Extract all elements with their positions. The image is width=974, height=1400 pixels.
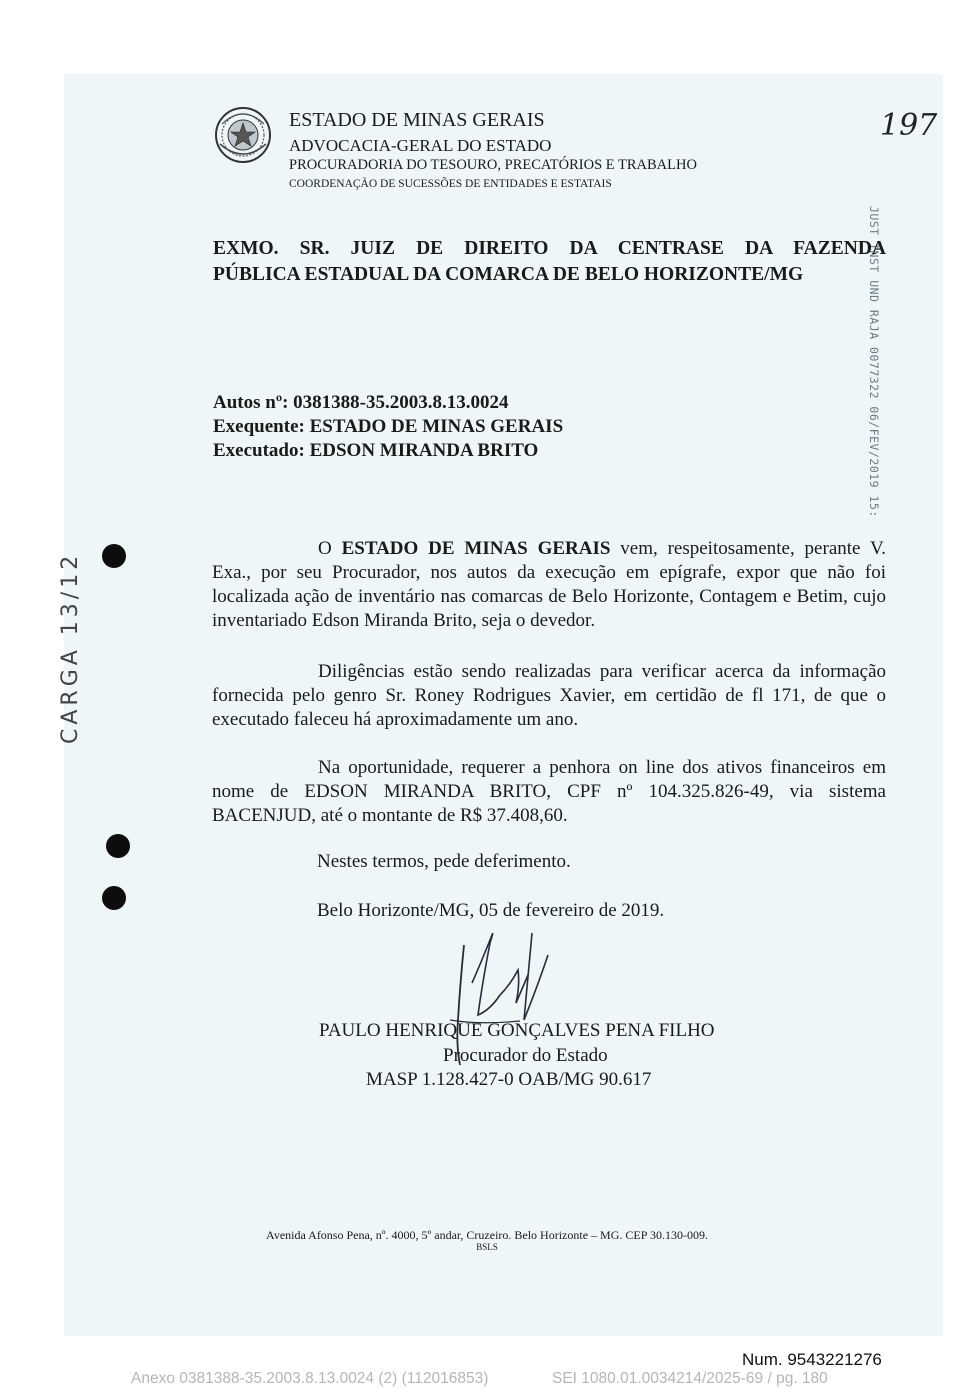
addressee-block <box>213 236 886 288</box>
header-agency: ADVOCACIA-GERAL DO ESTADO <box>289 136 552 155</box>
protocol-stamp-text: JUST INST UND RAJA 0077322 06/FEV/2019 15: <box>867 206 881 518</box>
document-number: Num. 9543221276 <box>742 1350 882 1369</box>
paragraph-1-lead: O <box>318 538 342 559</box>
place-date: Belo Horizonte/MG, 05 de fevereiro de 2019. <box>317 900 665 921</box>
case-number: Autos nº: 0381388-35.2003.8.13.0024 <box>213 392 509 413</box>
header-coordenacao: COORDENAÇÃO DE SUCESSÕES DE ENTIDADES E ESTATAIS <box>289 178 612 190</box>
footer-initials: BSLS <box>476 1242 498 1252</box>
paragraph-3-text: Na oportunidade, requerer a penhora on line dos ativos financeiros em nome de EDSON MIRANDA BRITO, CPF nº 104.325.826-49, via sistema BACENJUD, até o montante de R$ 37.408,60. <box>212 757 886 826</box>
addressee-line: PÚBLICA ESTADUAL DA COMARCA DE BELO HORIZONTE/MG <box>213 264 804 285</box>
punch-hole <box>106 834 130 858</box>
margin-handwritten-note <box>58 548 98 748</box>
punch-hole <box>102 886 126 910</box>
header-state: ESTADO DE MINAS GERAIS <box>289 109 545 131</box>
punch-hole <box>102 544 126 568</box>
header-procuradoria: PROCURADORIA DO TESOURO, PRECATÓRIOS E TRABALHO <box>289 157 697 173</box>
paragraph-3 <box>212 756 886 828</box>
paragraph-1 <box>212 537 886 633</box>
case-exequente: Exequente: ESTADO DE MINAS GERAIS <box>213 416 564 437</box>
signer-name: PAULO HENRIQUE GONÇALVES PENA FILHO <box>319 1020 715 1041</box>
margin-note-text: CARGA 13/12 <box>58 551 83 744</box>
paragraph-2 <box>212 660 886 732</box>
paragraph-1-text: vem, respeitosamente, perante V. Exa., por seu Procurador, nos autos da execução em epígrafe, expor que não foi localizada ação de inventário nas comarcas de Belo Horizonte, Contagem e Betim, cujo inventariado Edson Miranda Brito, seja o devedor. <box>212 538 886 631</box>
closing-line: Nestes termos, pede deferimento. <box>317 851 571 872</box>
signer-title: Procurador do Estado <box>443 1045 608 1066</box>
footer-address: Avenida Afonso Pena, nº. 4000, 5º andar, Cruzeiro. Belo Horizonte – MG. CEP 30.130-009. <box>266 1228 708 1242</box>
handwritten-page-number: 197 <box>880 108 938 143</box>
paragraph-2-text: Diligências estão sendo realizadas para verificar acerca da informação fornecida pelo genro Sr. Roney Rodrigues Xavier, em certidão de fl 171, de que o executado faleceu há aproximadamente um ano. <box>212 661 886 730</box>
sei-reference: SEI 1080.01.0034214/2025-69 / pg. 180 <box>552 1370 828 1387</box>
annex-reference: Anexo 0381388-35.2003.8.13.0024 (2) (112016853) <box>131 1370 489 1387</box>
paragraph-1-bold: ESTADO DE MINAS GERAIS <box>341 538 611 559</box>
addressee-line: EXMO. SR. JUIZ DE DIREITO DA CENTRASE DA FAZENDA <box>213 238 886 259</box>
coat-of-arms-seal <box>214 106 272 164</box>
case-executado: Executado: EDSON MIRANDA BRITO <box>213 440 539 461</box>
signer-ids: MASP 1.128.427-0 OAB/MG 90.617 <box>366 1069 652 1090</box>
